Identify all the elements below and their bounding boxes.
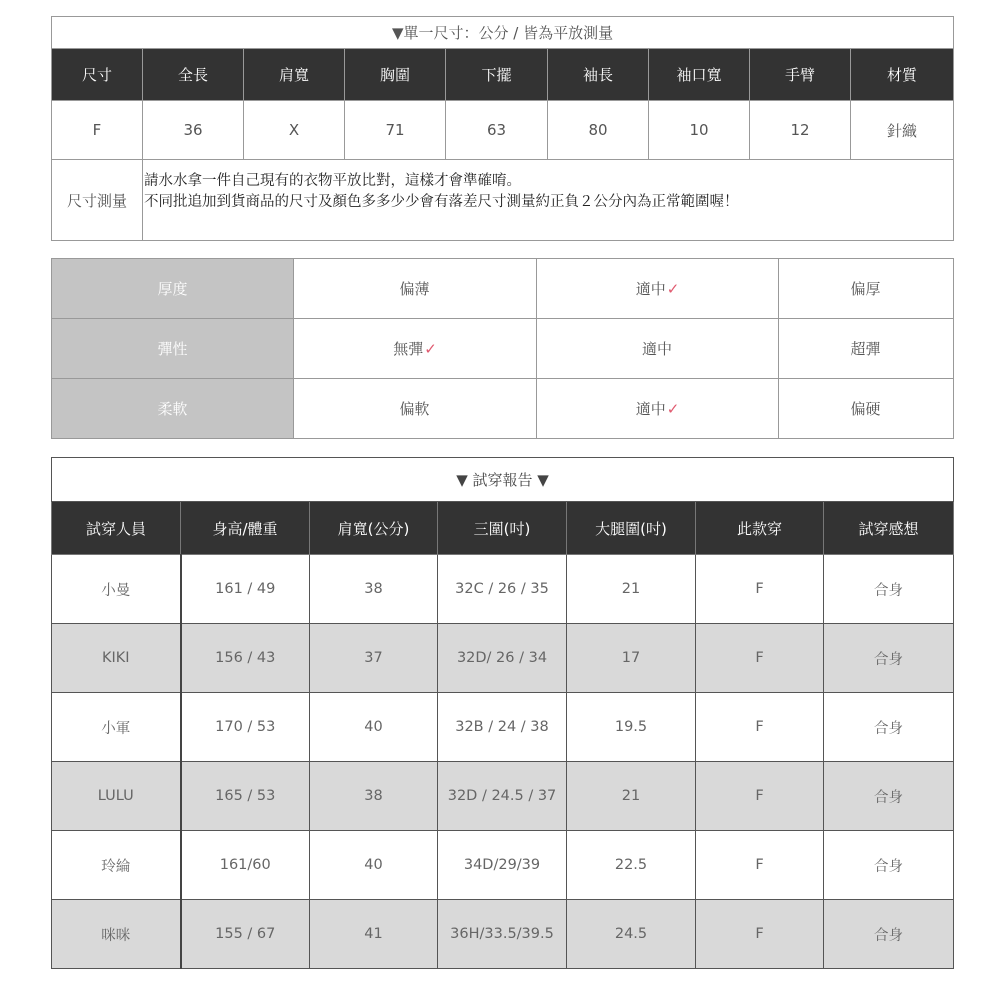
thigh: 24.5 <box>567 900 696 969</box>
try-on-header-cell: 大腿圍(吋) <box>567 502 696 555</box>
measurement-note-line: 請水水拿一件自己現有的衣物平放比對，這樣才會準確唷。 <box>144 173 521 189</box>
fit-feedback: 合身 <box>824 762 954 831</box>
option-cell <box>537 319 779 379</box>
height-weight: 165 / 53 <box>181 762 310 831</box>
size-header-cell: 材質 <box>851 49 954 101</box>
height-weight: 161 / 49 <box>181 555 310 624</box>
check-icon: ✓ <box>424 340 437 358</box>
size-value-cell: 12 <box>750 101 851 160</box>
option-cell <box>779 319 954 379</box>
size-header-cell: 肩寬 <box>244 49 345 101</box>
thigh: 19.5 <box>567 693 696 762</box>
measurements: 34D/29/39 <box>438 831 567 900</box>
option-label: 超彈 <box>850 340 881 358</box>
measurement-note-line: 不同批追加到貨商品的尺寸及顏色多多少少會有落差尺寸測量約正負２公分內為正常範圍喔！ <box>144 194 739 210</box>
attribute-cell: 彈性 <box>52 319 294 379</box>
size-value-cell: X <box>244 101 345 160</box>
size-worn: F <box>696 762 824 831</box>
measurements: 32C / 26 / 35 <box>438 555 567 624</box>
size-value-cell: 針織 <box>851 101 954 160</box>
try-on-header-cell: 三圍(吋) <box>438 502 567 555</box>
attribute-cell: 厚度 <box>52 259 294 319</box>
option-cell <box>537 259 779 319</box>
size-worn: F <box>696 900 824 969</box>
size-worn: F <box>696 693 824 762</box>
size-worn: F <box>696 624 824 693</box>
check-icon: ✓ <box>666 280 680 298</box>
height-weight: 161/60 <box>181 831 310 900</box>
size-chart-caption: ▼單一尺寸：公分 / 皆為平放測量 <box>52 17 954 49</box>
tester-name: KIKI <box>52 624 181 693</box>
option-label: 適中 <box>641 340 672 358</box>
height-weight: 155 / 67 <box>181 900 310 969</box>
table-row <box>52 762 954 831</box>
fit-feedback: 合身 <box>824 900 954 969</box>
option-label: 偏軟 <box>399 400 430 418</box>
measurements: 36H/33.5/39.5 <box>438 900 567 969</box>
try-on-header-cell: 身高/體重 <box>181 502 310 555</box>
option-label: 適中 <box>635 280 666 298</box>
option-cell <box>537 379 779 439</box>
option-cell <box>779 379 954 439</box>
thigh: 21 <box>567 762 696 831</box>
size-value-cell: 71 <box>345 101 446 160</box>
size-header-cell: 下擺 <box>446 49 548 101</box>
option-cell <box>294 319 537 379</box>
fit-feedback: 合身 <box>824 555 954 624</box>
size-header-cell: 尺寸 <box>52 49 143 101</box>
try-on-header-cell: 此款穿 <box>696 502 824 555</box>
option-label: 無彈 <box>393 340 424 358</box>
check-icon: ✓ <box>666 400 680 418</box>
tester-name: 小曼 <box>52 555 181 624</box>
shoulder-width: 40 <box>310 693 438 762</box>
size-value-cell: 63 <box>446 101 548 160</box>
option-label: 適中 <box>635 400 666 418</box>
size-worn: F <box>696 555 824 624</box>
try-on-caption: ▼ 試穿報告 ▼ <box>52 458 954 502</box>
option-label: 偏厚 <box>850 280 881 298</box>
size-header-cell: 全長 <box>143 49 244 101</box>
measurement-note <box>143 160 954 241</box>
tester-name: 咪咪 <box>52 900 181 969</box>
shoulder-width: 41 <box>310 900 438 969</box>
measurements: 32D / 24.5 / 37 <box>438 762 567 831</box>
shoulder-width: 37 <box>310 624 438 693</box>
fit-feedback: 合身 <box>824 831 954 900</box>
size-header-cell: 袖口寬 <box>649 49 750 101</box>
fit-feedback: 合身 <box>824 624 954 693</box>
table-row <box>52 900 954 969</box>
shoulder-width: 38 <box>310 762 438 831</box>
table-row <box>52 693 954 762</box>
tester-name: 玲綸 <box>52 831 181 900</box>
measurement-note-label: 尺寸測量 <box>52 160 143 241</box>
shoulder-width: 40 <box>310 831 438 900</box>
table-row <box>52 831 954 900</box>
attribute-cell: 柔軟 <box>52 379 294 439</box>
fabric-feel-table <box>51 258 954 439</box>
thigh: 22.5 <box>567 831 696 900</box>
size-header-cell: 手臂 <box>750 49 851 101</box>
shoulder-width: 38 <box>310 555 438 624</box>
tester-name: LULU <box>52 762 181 831</box>
tester-name: 小軍 <box>52 693 181 762</box>
size-value-cell: 36 <box>143 101 244 160</box>
thigh: 17 <box>567 624 696 693</box>
try-on-report-table <box>51 457 954 969</box>
size-value-cell: 10 <box>649 101 750 160</box>
size-value-cell: 80 <box>548 101 649 160</box>
table-row <box>52 555 954 624</box>
table-row <box>52 624 954 693</box>
fit-feedback: 合身 <box>824 693 954 762</box>
elasticity-row <box>52 319 954 379</box>
height-weight: 170 / 53 <box>181 693 310 762</box>
size-header-cell: 袖長 <box>548 49 649 101</box>
option-label: 偏薄 <box>399 280 430 298</box>
option-label: 偏硬 <box>850 400 881 418</box>
thigh: 21 <box>567 555 696 624</box>
size-worn: F <box>696 831 824 900</box>
try-on-header-cell: 試穿感想 <box>824 502 954 555</box>
softness-row <box>52 379 954 439</box>
size-header-cell: 胸圍 <box>345 49 446 101</box>
measurements: 32D/ 26 / 34 <box>438 624 567 693</box>
option-cell <box>294 259 537 319</box>
thickness-row <box>52 259 954 319</box>
option-cell <box>779 259 954 319</box>
try-on-header-cell: 試穿人員 <box>52 502 181 555</box>
size-chart-table <box>51 16 954 241</box>
measurements: 32B / 24 / 38 <box>438 693 567 762</box>
option-cell <box>294 379 537 439</box>
height-weight: 156 / 43 <box>181 624 310 693</box>
try-on-header-cell: 肩寬(公分) <box>310 502 438 555</box>
size-value-cell: F <box>52 101 143 160</box>
